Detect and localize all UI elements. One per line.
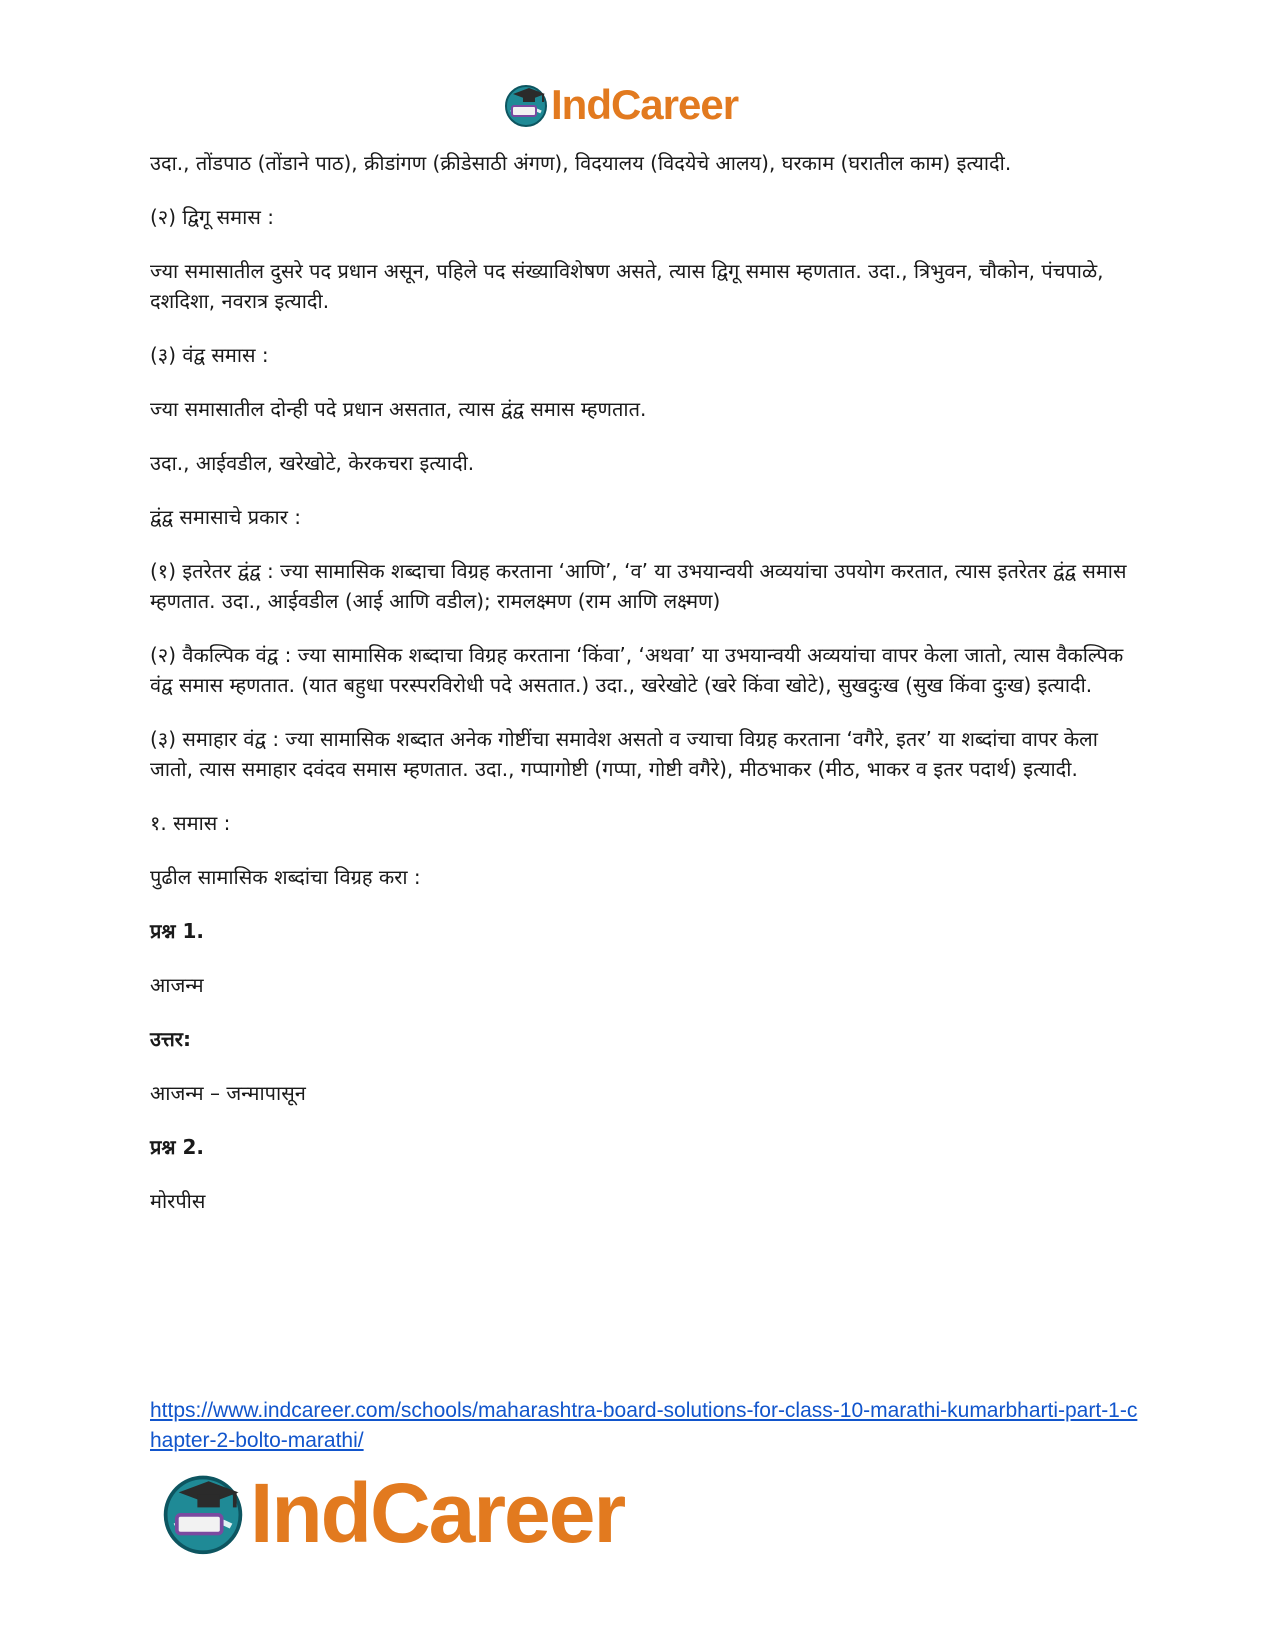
paragraph: ज्या समासातील दुसरे पद प्रधान असून, पहिले पद संख्याविशेषण असते, त्यास द्विगू समास म्हणतात. उदा., त्रिभुवन, चौकोन, पंचपाळे, दशदिशा, नवरात्र इत्यादी.	[150, 259, 1104, 313]
question-label: प्रश्न 1.	[150, 919, 204, 943]
logo-text: IndCareer	[250, 1466, 625, 1560]
paragraph: उदा., तोंडपाठ (तोंडाने पाठ), क्रीडांगण (क्रीडेसाठी अंगण), विदयालय (विदयेचे आलय), घरकाम (घरातील काम) इत्यादी.	[150, 151, 1012, 175]
document-body	[150, 148, 1130, 1240]
paragraph: उदा., आईवडील, खरेखोटे, केरकचरा इत्यादी.	[150, 451, 475, 475]
paragraph: (१) इतरेतर द्वंद्व : ज्या सामासिक शब्दाचा विग्रह करताना ‘आणि’, ‘व’ या उभयान्वयी अव्ययांचा उपयोग करतात, त्यास इतरेतर द्वंद्व समास म्हणतात. उदा., आईवडील (आई आणि वडील); रामलक्ष्मण (राम आणि लक्ष्मण)	[150, 559, 1127, 613]
subheading-dvandva: (३) वंद्व समास :	[150, 343, 269, 367]
graduation-globe-icon	[503, 82, 549, 128]
answer-label: उत्तर:	[150, 1027, 191, 1051]
logo-text: IndCareer	[551, 81, 739, 128]
subheading-dvigu: (२) द्विगू समास :	[150, 205, 274, 229]
header-logo	[503, 80, 738, 130]
answer-text: आजन्म – जन्मापासून	[150, 1081, 306, 1105]
source-link[interactable]: https://www.indcareer.com/schools/maharashtra-board-solutions-for-class-10-marathi-kumarbharti-part-1-chapter-2-bolto-marathi/	[150, 1399, 1138, 1452]
subheading-types: द्वंद्व समासाचे प्रकार :	[150, 505, 301, 529]
paragraph: ज्या समासातील दोन्ही पदे प्रधान असतात, त्यास द्वंद्व समास म्हणतात.	[150, 397, 647, 421]
paragraph: (२) वैकल्पिक वंद्व : ज्या सामासिक शब्दाचा विग्रह करताना ‘किंवा’, ‘अथवा’ या उभयान्वयी अव्ययांचा वापर केला जातो, त्यास वैकल्पिक वंद्व समास म्हणतात. (यात बहुधा परस्परविरोधी पदे असतात.) उदा., खरेखोटे (खरे किंवा खोटे), सुखदुःख (सुख किंवा दुःख) इत्यादी.	[150, 643, 1124, 697]
question-label: प्रश्न 2.	[150, 1135, 204, 1159]
section-heading: १. समास :	[150, 811, 231, 835]
paragraph: (३) समाहार वंद्व : ज्या सामासिक शब्दात अनेक गोष्टींचा समावेश असतो व ज्याचा विग्रह करताना ‘वगैरे, इतर’ या शब्दांचा वापर केला जातो, त्यास समाहार दवंदव समास म्हणतात. उदा., गप्पागोष्टी (गप्पा, गोष्टी वगैरे), मीठभाकर (मीठ, भाकर व इतर पदार्थ) इत्यादी.	[150, 727, 1098, 781]
section-instruction: पुढील सामासिक शब्दांचा विग्रह करा :	[150, 865, 421, 889]
footer-logo	[160, 1468, 624, 1558]
graduation-globe-icon	[160, 1470, 246, 1556]
question-word: मोरपीस	[150, 1189, 206, 1213]
question-word: आजन्म	[150, 973, 204, 997]
